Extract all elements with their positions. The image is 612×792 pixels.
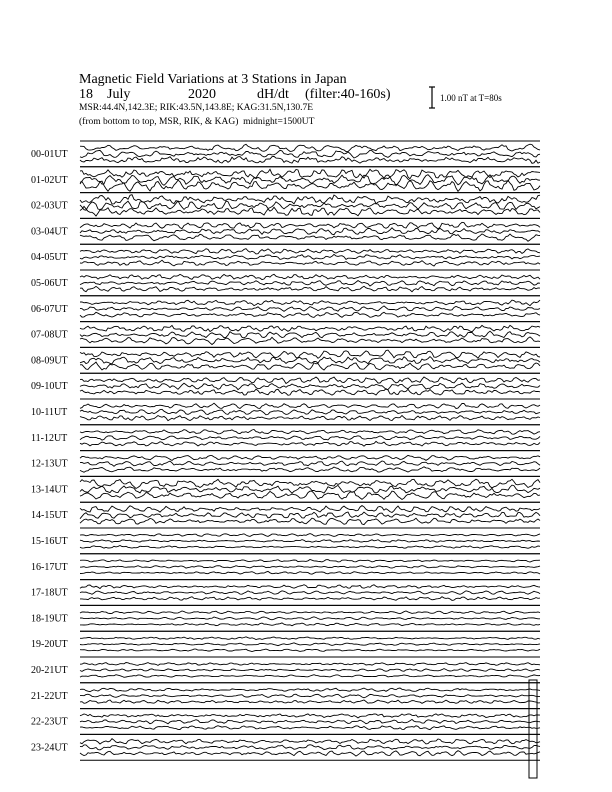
row-label: 23-24UT [31, 742, 68, 754]
station-trace-kag [80, 274, 540, 279]
station-trace-msr [80, 337, 540, 345]
station-trace-kag [80, 300, 540, 306]
hour-row [31, 451, 540, 477]
hour-row [31, 244, 540, 270]
station-trace-rik [80, 694, 540, 698]
station-trace-kag [80, 249, 540, 254]
station-trace-rik [80, 254, 540, 259]
station-trace-msr [80, 467, 540, 472]
row-label: 14-15UT [31, 510, 68, 522]
row-label: 22-23UT [31, 716, 68, 728]
station-trace-rik [80, 228, 540, 235]
station-trace-msr [80, 700, 540, 703]
row-label: 08-09UT [31, 355, 68, 367]
midnight-note: midnight=1500UT [243, 117, 315, 127]
hour-row [31, 734, 540, 760]
station-trace-msr [80, 206, 540, 216]
station-trace-kag [80, 585, 540, 589]
station-trace-kag [80, 506, 540, 513]
hour-row [31, 218, 540, 244]
order-note: (from bottom to top, MSR, RIK, & KAG) [79, 117, 239, 127]
station-trace-kag [80, 325, 540, 331]
station-trace-rik [80, 643, 540, 646]
station-trace-rik [80, 719, 540, 723]
station-trace-msr [80, 156, 540, 163]
row-label: 04-05UT [31, 252, 68, 264]
stations-line: MSR:44.4N,142.3E; RIK:43.5N,143.8E; KAG:31.5N,130.7E [79, 103, 314, 113]
row-label: 20-21UT [31, 665, 68, 676]
station-trace-rik [80, 150, 540, 158]
station-trace-msr [80, 416, 540, 421]
station-trace-rik [80, 485, 540, 493]
station-trace-kag [80, 222, 540, 229]
row-label: 11-12UT [31, 432, 68, 444]
station-trace-rik [80, 669, 540, 672]
station-trace-kag [80, 430, 540, 435]
station-trace-rik [80, 591, 540, 595]
station-trace-msr [80, 441, 540, 446]
station-trace-kag [80, 350, 540, 358]
row-label: 19-20UT [31, 639, 68, 651]
hour-row [31, 270, 540, 296]
station-trace-kag [80, 144, 540, 151]
date-month: July [107, 87, 131, 102]
hour-row [31, 476, 540, 502]
station-trace-kag [80, 479, 540, 488]
filter-label: (filter:40-160s) [305, 87, 391, 102]
station-trace-msr [80, 286, 540, 291]
station-trace-kag [80, 714, 540, 718]
station-trace-msr [80, 726, 540, 730]
station-trace-kag [80, 534, 540, 537]
row-label: 09-10UT [31, 381, 68, 393]
station-trace-rik [80, 512, 540, 519]
station-trace-msr [80, 675, 540, 678]
row-label: 03-04UT [31, 226, 68, 238]
hour-row [31, 683, 540, 709]
scale-label: 1.00 nT at T=80s [440, 93, 502, 103]
hour-row [31, 554, 540, 580]
station-trace-rik [80, 306, 540, 311]
station-trace-rik [80, 331, 540, 338]
row-label: 07-08UT [31, 329, 68, 341]
hour-row [31, 322, 540, 348]
hour-row [31, 605, 540, 631]
date-day: 18 [79, 87, 93, 102]
station-trace-msr [80, 491, 540, 499]
station-trace-rik [80, 383, 540, 390]
hour-row [31, 709, 540, 735]
row-label: 02-03UT [31, 200, 68, 212]
date-year: 2020 [188, 87, 216, 102]
station-trace-kag [80, 455, 540, 460]
row-label: 06-07UT [31, 303, 68, 315]
station-trace-kag [80, 611, 540, 614]
station-trace-rik [80, 461, 540, 466]
station-trace-rik [80, 281, 540, 286]
station-trace-rik [80, 617, 540, 620]
station-trace-msr [80, 312, 540, 317]
row-label: 18-19UT [31, 613, 68, 625]
chart-title: Magnetic Field Variations at 3 Stations in Japan [79, 72, 347, 87]
row-label: 15-16UT [31, 536, 68, 547]
station-trace-msr [80, 751, 540, 756]
station-trace-msr [80, 623, 540, 626]
station-trace-kag [80, 663, 540, 666]
hour-row [31, 631, 540, 657]
hour-row [31, 399, 540, 425]
hour-row [31, 528, 540, 554]
station-trace-msr [80, 362, 540, 370]
hour-row [31, 657, 540, 683]
row-label: 00-01UT [31, 149, 68, 160]
hour-row [31, 425, 540, 451]
station-trace-msr [80, 649, 540, 651]
station-trace-kag [80, 739, 540, 744]
station-trace-msr [80, 597, 540, 601]
station-trace-msr [80, 518, 540, 525]
station-trace-kag [80, 195, 540, 204]
station-trace-msr [80, 260, 540, 266]
hour-row [31, 193, 540, 219]
station-trace-msr [80, 571, 540, 574]
station-trace-rik [80, 745, 540, 750]
row-label: 01-02UT [31, 174, 68, 186]
edge-marker-box [529, 680, 537, 778]
station-trace-msr [80, 234, 540, 241]
station-trace-rik [80, 566, 540, 569]
station-trace-rik [80, 201, 540, 210]
station-trace-kag [80, 637, 540, 640]
row-label: 12-13UT [31, 458, 68, 470]
row-label: 05-06UT [31, 278, 68, 289]
hour-row [31, 141, 540, 167]
station-trace-rik [80, 357, 540, 364]
hour-row [31, 373, 540, 399]
row-label: 17-18UT [31, 587, 68, 599]
station-trace-rik [80, 436, 540, 440]
hour-row [31, 347, 540, 373]
station-trace-msr [80, 546, 540, 549]
station-trace-rik [80, 409, 540, 415]
station-trace-msr [80, 389, 540, 396]
station-trace-rik [80, 540, 540, 543]
station-trace-kag [80, 688, 540, 692]
hour-row [31, 580, 540, 606]
quantity-label: dH/dt [257, 87, 289, 102]
station-trace-kag [80, 403, 540, 408]
row-label: 21-22UT [31, 690, 68, 702]
station-trace-kag [80, 169, 540, 179]
row-label: 10-11UT [31, 407, 68, 418]
hour-row [31, 167, 540, 193]
station-trace-kag [80, 377, 540, 384]
row-label: 13-14UT [31, 484, 68, 496]
row-label: 16-17UT [31, 561, 68, 573]
station-trace-kag [80, 560, 540, 563]
hour-row [31, 296, 540, 322]
hour-row [31, 502, 540, 528]
